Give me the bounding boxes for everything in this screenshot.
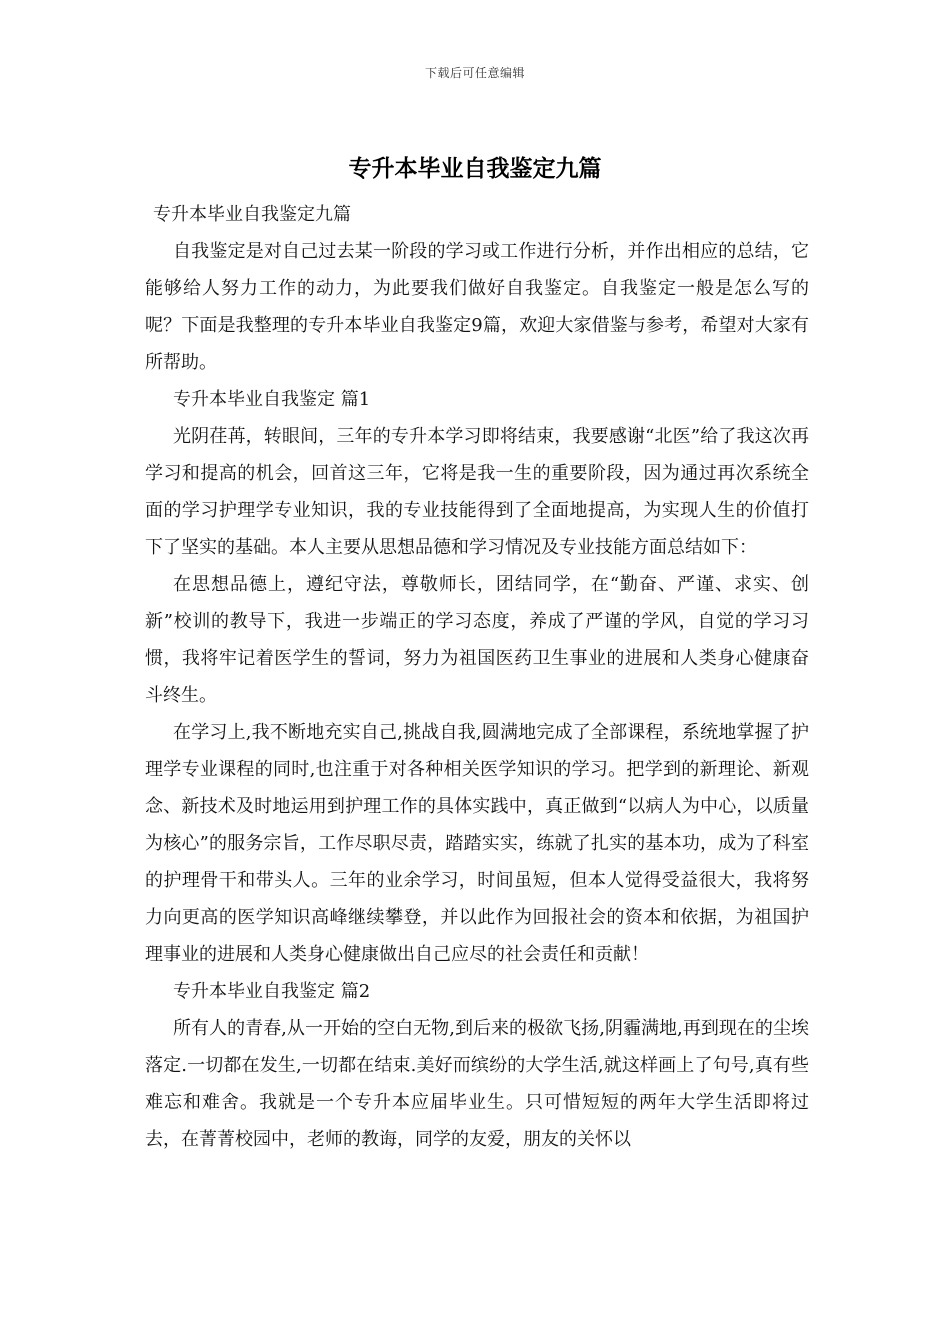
subtitle: 专升本毕业自我鉴定九篇 — [153, 204, 351, 225]
body-paragraph: 在学习上,我不断地充实自己,挑战自我,圆满地完成了全部课程，系统地掌握了护理学专业课程的同时,也注重于对各种相关医学知识的学习。把学到的新理论、新观念、新技术及时地运用到护理工作的具体实践中，真正做到“以病人为中心，以质量为核心”的服务宗旨，工作尽职尽责，踏踏实实，练就了扎实的基本功，成为了科室的护理骨干和带头人。三年的业余学习，时间虽短，但本人觉得受益很大，我将努力向更高的医学知识高峰继续攀登，并以此作为回报社会的资本和依据，为祖国护理事业的进展和人类身心健康做出自己应尽的社会责任和贡献！ — [145, 722, 809, 965]
body-paragraph: 所有人的青春,从一开始的空白无物,到后来的极欲飞扬,阴霾满地,再到现在的尘埃落定.一切都在发生,一切都在结束.美好而缤纷的大学生活,就这样画上了句号,真有些难忘和难舍。我就是一个专升本应届毕业生。只可惜短短的两年大学生活即将过去，在菁菁校园中，老师的教诲，同学的友爱，朋友的关怀以 — [145, 1018, 809, 1150]
section-heading-2: 专升本毕业自我鉴定 篇2 — [173, 981, 371, 1002]
intro-paragraph: 自我鉴定是对自己过去某一阶段的学习或工作进行分析，并作出相应的总结，它能够给人努力工作的动力，为此要我们做好自我鉴定。自我鉴定一般是怎么写的呢？下面是我整理的专升本毕业自我鉴定9篇，欢迎大家借鉴与参考，希望对大家有所帮助。 — [145, 241, 809, 373]
body-paragraph: 光阴荏苒，转眼间，三年的专升本学习即将结束，我要感谢“北医”给了我这次再学习和提高的机会，回首这三年，它将是我一生的重要阶段，因为通过再次系统全面的学习护理学专业知识，我的专业技能得到了全面地提高，为实现人生的价值打下了坚实的基础。本人主要从思想品德和学习情况及专业技能方面总结如下： — [145, 426, 809, 558]
header-note: 下载后可任意编辑 — [424, 66, 525, 80]
document-title: 专升本毕业自我鉴定九篇 — [348, 156, 602, 182]
body-paragraph: 在思想品德上，遵纪守法，尊敬师长，团结同学，在“勤奋、严谨、求实、创新”校训的教导下，我进一步端正的学习态度，养成了严谨的学风，自觉的学习习惯，我将牢记着医学生的誓词，努力为祖国医药卫生事业的进展和人类身心健康奋斗终生。 — [145, 574, 809, 706]
document-body — [145, 196, 809, 1158]
section-heading-1: 专升本毕业自我鉴定 篇1 — [173, 389, 371, 410]
